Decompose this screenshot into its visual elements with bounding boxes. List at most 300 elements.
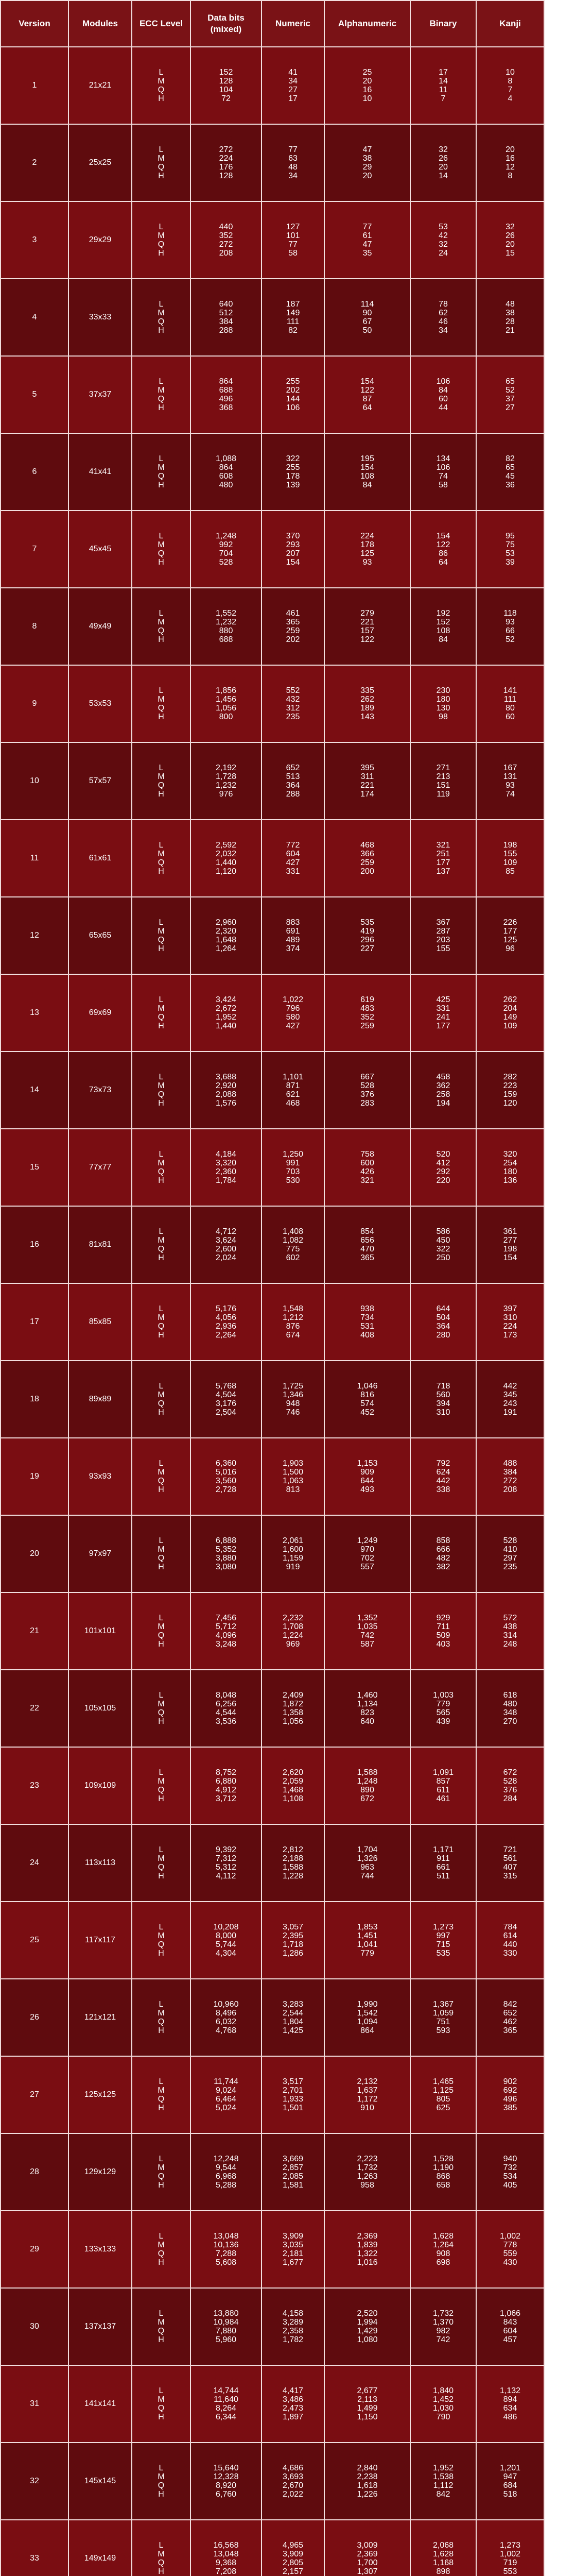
ecc-level-cell-value: H [158,2567,164,2576]
modules-cell: 29x29 [68,201,132,279]
binary-cell-value: 911 [437,1854,450,1863]
binary-cell-value: 230 [436,686,450,695]
modules-cell: 125x125 [68,2056,132,2133]
kanji-cell-value: 345 [503,1391,517,1399]
alphanumeric-cell [324,2211,410,2288]
ecc-level-cell-value: Q [158,2172,165,2181]
version-cell: 8 [1,588,68,665]
ecc-level-cell-value: L [159,2464,164,2472]
alphanumeric-cell-value: 864 [360,2026,374,2035]
data-bits-cell-value: 3,624 [215,1236,237,1245]
data-bits-cell [190,1670,262,1747]
alphanumeric-cell-value: 1,153 [357,1459,378,1468]
alphanumeric-cell [324,1129,410,1206]
binary-cell-value: 84 [439,635,448,644]
data-bits-cell-value: 1,856 [215,686,237,695]
ecc-level-cell-value: Q [158,1322,165,1331]
binary-cell [410,1283,476,1361]
alphanumeric-cell [324,2288,410,2365]
kanji-cell [476,2133,544,2211]
alphanumeric-cell-value: 47 [362,240,372,249]
alphanumeric-cell-value: 1,326 [357,1854,378,1863]
ecc-level-cell-value: Q [158,1167,165,1176]
kanji-cell-value: 8 [508,77,513,86]
alphanumeric-cell-value: 1,637 [357,2086,378,2095]
numeric-cell [262,588,324,665]
table-row [1,511,544,588]
ecc-level-cell-value: M [158,1391,165,1399]
alphanumeric-cell [324,820,410,897]
kanji-cell-value: 486 [503,2413,517,2421]
data-bits-cell-value: 3,424 [215,995,237,1004]
modules-cell: 41x41 [68,433,132,511]
alphanumeric-cell-value: 47 [362,145,372,154]
kanji-cell [476,1052,544,1129]
numeric-cell-value: 621 [286,1090,300,1099]
alphanumeric-cell-value: 1,016 [357,2258,378,2267]
ecc-level-cell-value: L [159,300,164,309]
ecc-level-cell-value: M [158,1622,165,1631]
kanji-cell [476,1902,544,1979]
numeric-cell-value: 235 [286,713,300,721]
numeric-cell-value: 552 [286,686,300,695]
table-row [1,1129,544,1206]
numeric-cell-value: 3,909 [282,2232,304,2241]
kanji-cell-value: 430 [503,2258,517,2267]
binary-cell-value: 1,171 [432,1845,454,1854]
binary-cell-value: 1,264 [432,2241,454,2249]
data-bits-cell [190,2520,262,2576]
numeric-cell [262,1979,324,2056]
numeric-cell-value: 796 [286,1004,300,1013]
kanji-cell-value: 74 [506,790,515,799]
data-bits-cell [190,665,262,742]
ecc-level-cell-value: H [158,2181,164,2190]
alphanumeric-cell-value: 1,588 [357,1768,378,1777]
version-cell: 29 [1,2211,68,2288]
kanji-cell [476,124,544,201]
table-row [1,1206,544,1283]
version-cell: 13 [1,974,68,1052]
numeric-cell-value: 1,358 [282,1708,304,1717]
kanji-cell-value: 442 [503,1382,517,1391]
numeric-cell-value: 364 [286,781,300,790]
ecc-level-cell-value: Q [158,1940,165,1949]
numeric-cell [262,742,324,820]
ecc-level-cell-value: Q [158,549,165,558]
binary-cell-value: 1,112 [433,2481,454,2490]
alphanumeric-cell-value: 376 [360,1090,374,1099]
binary-cell-value: 26 [439,154,448,163]
table-row [1,1670,544,1747]
kanji-cell-value: 243 [503,1399,517,1408]
ecc-level-cell-value: H [158,558,164,567]
binary-cell-value: 177 [436,858,450,867]
ecc-level-cell [132,897,190,974]
table-row [1,2133,544,2211]
alphanumeric-cell [324,588,410,665]
table-row [1,820,544,897]
binary-cell [410,201,476,279]
data-bits-cell-value: 8,000 [215,1931,237,1940]
binary-cell-value: 42 [439,231,448,240]
data-bits-cell [190,820,262,897]
header-modules: Modules [68,1,132,47]
numeric-cell-value: 2,701 [282,2086,304,2095]
data-bits-cell-value: 1,440 [215,858,237,867]
alphanumeric-cell-value: 93 [362,558,372,567]
numeric-cell-value: 813 [286,1485,300,1494]
binary-cell [410,2365,476,2443]
ecc-level-cell [132,588,190,665]
alphanumeric-cell-value: 125 [360,549,374,558]
binary-cell [410,1438,476,1515]
numeric-cell-value: 2,157 [282,2567,304,2576]
data-bits-cell-value: 13,048 [213,2550,239,2558]
numeric-cell-value: 1,082 [282,1236,304,1245]
ecc-level-cell-value: M [158,1004,165,1013]
version-cell: 12 [1,897,68,974]
ecc-level-cell [132,2443,190,2520]
binary-cell-value: 412 [436,1159,450,1167]
ecc-level-cell-value: M [158,2395,165,2404]
ecc-level-cell-value: Q [158,86,165,94]
binary-cell-value: 119 [437,790,450,799]
ecc-level-cell-value: Q [158,2404,165,2413]
alphanumeric-cell-value: 2,113 [357,2395,377,2404]
ecc-level-cell-value: H [158,172,164,180]
alphanumeric-cell-value: 227 [360,944,374,953]
numeric-cell-value: 2,188 [282,1854,304,1863]
numeric-cell-value: 2,061 [282,1536,304,1545]
ecc-level-cell-value: Q [158,2249,165,2258]
kanji-cell-value: 528 [503,1536,517,1545]
kanji-cell-value: 384 [503,1468,517,1477]
binary-cell [410,2056,476,2133]
alphanumeric-cell-value: 2,677 [357,2386,378,2395]
alphanumeric-cell [324,1206,410,1283]
binary-cell-value: 362 [436,1081,450,1090]
table-row [1,279,544,356]
data-bits-cell-value: 1,088 [215,454,237,463]
alphanumeric-cell-value: 154 [360,377,374,386]
binary-cell-value: 1,538 [432,2472,454,2481]
alphanumeric-cell-value: 1,035 [357,1622,378,1631]
alphanumeric-cell-value: 970 [360,1545,374,1554]
kanji-cell-value: 120 [503,1099,517,1108]
data-bits-cell-value: 12,248 [213,2155,239,2163]
numeric-cell-value: 674 [286,1331,300,1340]
ecc-level-cell-value: H [158,1408,164,1417]
numeric-cell-value: 322 [286,454,300,463]
binary-cell-value: 130 [436,704,450,713]
binary-cell-value: 535 [436,1949,450,1958]
data-bits-cell-value: 5,024 [215,2104,237,2112]
binary-cell [410,124,476,201]
numeric-cell [262,1283,324,1361]
modules-cell: 57x57 [68,742,132,820]
kanji-cell-value: 284 [503,1794,517,1803]
ecc-level-cell-value: L [159,918,164,927]
alphanumeric-cell-value: 122 [360,635,374,644]
kanji-cell-value: 65 [506,463,515,472]
numeric-cell-value: 3,035 [282,2241,304,2249]
data-bits-cell-value: 9,024 [215,2086,237,2095]
binary-cell-value: 134 [436,454,450,463]
binary-cell-value: 565 [436,1708,450,1717]
alphanumeric-cell-value: 2,238 [357,2472,378,2481]
alphanumeric-cell-value: 2,369 [357,2232,378,2241]
alphanumeric-cell [324,47,410,124]
binary-cell-value: 62 [439,309,448,317]
alphanumeric-cell-value: 122 [360,386,374,395]
numeric-cell-value: 746 [286,1408,300,1417]
alphanumeric-cell-value: 195 [360,454,374,463]
ecc-level-cell-value: M [158,1854,165,1863]
data-bits-cell-value: 5,712 [215,1622,237,1631]
ecc-level-cell-value: M [158,2318,165,2327]
numeric-cell-value: 1,588 [282,1863,304,1872]
numeric-cell-value: 374 [286,944,300,953]
kanji-cell-value: 262 [503,995,517,1004]
binary-cell [410,279,476,356]
alphanumeric-cell-value: 963 [360,1863,374,1872]
alphanumeric-cell-value: 259 [360,858,374,867]
numeric-cell-value: 432 [286,695,300,704]
ecc-level-cell [132,2520,190,2576]
kanji-cell-value: 692 [503,2086,517,2095]
binary-cell [410,1129,476,1206]
data-bits-cell-value: 2,728 [215,1485,237,1494]
data-bits-cell [190,1515,262,1592]
numeric-cell-value: 883 [286,918,300,927]
alphanumeric-cell-value: 321 [360,1176,374,1185]
alphanumeric-cell-value: 1,307 [357,2567,378,2576]
numeric-cell-value: 3,669 [282,2155,304,2163]
data-bits-cell [190,1747,262,1824]
numeric-cell-value: 580 [286,1013,300,1022]
ecc-level-cell-value: M [158,1313,165,1322]
alphanumeric-cell-value: 1,704 [357,1845,378,1854]
binary-cell-value: 394 [436,1399,450,1408]
ecc-level-cell-value: M [158,231,165,240]
kanji-cell [476,2520,544,2576]
data-bits-cell-value: 2,192 [215,764,237,772]
kanji-cell-value: 109 [503,1022,517,1030]
table-row [1,588,544,665]
data-bits-cell-value: 3,712 [215,1794,237,1803]
numeric-cell-value: 3,057 [282,1923,304,1931]
kanji-cell-value: 778 [503,2241,517,2249]
binary-cell-value: 258 [436,1090,450,1099]
numeric-cell-value: 144 [286,395,300,403]
table-row [1,742,544,820]
alphanumeric-cell-value: 296 [360,936,374,944]
numeric-cell-value: 2,857 [282,2163,304,2172]
data-bits-cell-value: 4,112 [216,1872,236,1880]
binary-cell-value: 322 [436,1245,450,1253]
data-bits-cell-value: 6,888 [215,1536,237,1545]
alphanumeric-cell-value: 10 [362,94,372,103]
alphanumeric-cell-value: 1,322 [357,2249,378,2258]
binary-cell-value: 1,059 [432,2009,454,2018]
alphanumeric-cell [324,1670,410,1747]
data-bits-cell-value: 11,744 [214,2077,238,2086]
binary-cell [410,1592,476,1670]
kanji-cell-value: 672 [503,1768,517,1777]
modules-cell: 109x109 [68,1747,132,1824]
binary-cell-value: 1,003 [432,1691,454,1700]
binary-cell-value: 331 [436,1004,450,1013]
numeric-cell-value: 259 [286,626,300,635]
data-bits-cell-value: 4,056 [215,1313,237,1322]
table-row [1,2211,544,2288]
numeric-cell-value: 2,181 [282,2249,304,2258]
binary-cell-value: 192 [436,609,450,618]
kanji-cell [476,1979,544,2056]
alphanumeric-cell [324,665,410,742]
kanji-cell-value: 66 [506,626,515,635]
kanji-cell [476,742,544,820]
binary-cell-value: 586 [436,1227,450,1236]
kanji-cell-value: 159 [503,1090,517,1099]
data-bits-cell-value: 864 [219,377,233,386]
data-bits-cell-value: 15,640 [213,2464,239,2472]
kanji-cell-value: 314 [503,1631,517,1640]
modules-cell: 133x133 [68,2211,132,2288]
ecc-level-cell-value: M [158,1700,165,1708]
alphanumeric-cell-value: 1,994 [357,2318,378,2327]
alphanumeric-cell-value: 1,080 [357,2335,378,2344]
ecc-level-cell-value: H [158,635,164,644]
ecc-level-cell-value: M [158,1777,165,1786]
numeric-cell-value: 1,056 [282,1717,304,1726]
alphanumeric-cell-value: 366 [360,850,374,858]
data-bits-cell [190,1052,262,1129]
ecc-level-cell [132,124,190,201]
data-bits-cell-value: 3,176 [215,1399,237,1408]
data-bits-cell [190,2133,262,2211]
ecc-level-cell-value: L [159,1536,164,1545]
data-bits-cell [190,2443,262,2520]
data-bits-cell [190,588,262,665]
data-bits-cell [190,742,262,820]
numeric-cell-value: 202 [286,635,300,644]
table-row [1,1361,544,1438]
numeric-cell-value: 1,101 [282,1073,304,1081]
alphanumeric-cell-value: 2,520 [357,2309,378,2318]
alphanumeric-cell-value: 20 [362,172,372,180]
data-bits-cell-value: 7,312 [215,1854,237,1863]
numeric-cell-value: 513 [286,772,300,781]
numeric-cell-value: 1,600 [282,1545,304,1554]
alphanumeric-cell-value: 108 [360,472,374,481]
ecc-level-cell-value: L [159,377,164,386]
kanji-cell-value: 177 [503,927,517,936]
kanji-cell-value: 385 [503,2104,517,2112]
alphanumeric-cell [324,2133,410,2211]
kanji-cell-value: 270 [503,1717,517,1726]
kanji-cell [476,974,544,1052]
ecc-level-cell-value: Q [158,2018,165,2026]
binary-cell-value: 751 [436,2018,450,2026]
ecc-level-cell-value: H [158,1640,164,1649]
binary-cell [410,47,476,124]
kanji-cell [476,47,544,124]
ecc-level-cell [132,1592,190,1670]
numeric-cell [262,2288,324,2365]
kanji-cell-value: 902 [503,2077,517,2086]
numeric-cell-value: 17 [288,94,298,103]
binary-cell-value: 108 [436,626,450,635]
alphanumeric-cell [324,1979,410,2056]
binary-cell [410,1902,476,1979]
numeric-cell-value: 1,501 [282,2104,304,2112]
binary-cell-value: 509 [436,1631,450,1640]
ecc-level-cell-value: M [158,850,165,858]
binary-cell-value: 250 [436,1253,450,1262]
ecc-level-cell-value: M [158,309,165,317]
numeric-cell-value: 1,782 [282,2335,304,2344]
binary-cell [410,820,476,897]
alphanumeric-cell-value: 734 [360,1313,374,1322]
data-bits-cell-value: 976 [219,790,233,799]
numeric-cell-value: 468 [286,1099,300,1108]
data-bits-cell-value: 3,688 [215,1073,237,1081]
data-bits-cell-value: 2,264 [215,1331,237,1340]
kanji-cell-value: 7 [508,86,513,94]
alphanumeric-cell-value: 1,226 [357,2490,378,2499]
alphanumeric-cell-value: 470 [360,1245,374,1253]
kanji-cell-value: 496 [503,2095,517,2104]
alphanumeric-cell-value: 1,248 [357,1777,378,1786]
ecc-level-cell [132,1206,190,1283]
ecc-level-cell [132,2056,190,2133]
alphanumeric-cell-value: 84 [362,481,372,489]
data-bits-cell-value: 1,232 [215,781,237,790]
binary-cell-value: 504 [436,1313,450,1322]
alphanumeric-cell-value: 468 [360,841,374,850]
alphanumeric-cell-value: 667 [360,1073,374,1081]
alphanumeric-cell [324,279,410,356]
binary-cell-value: 742 [436,2335,450,2344]
numeric-cell [262,1824,324,1902]
kanji-cell [476,2443,544,2520]
alphanumeric-cell-value: 910 [360,2104,374,2112]
kanji-cell-value: 149 [503,1013,517,1022]
ecc-level-cell-value: L [159,145,164,154]
ecc-level-cell [132,1129,190,1206]
ecc-level-cell-value: H [158,1717,164,1726]
binary-cell-value: 220 [436,1176,450,1185]
header-kanji: Kanji [476,1,544,47]
kanji-cell-value: 407 [503,1863,517,1872]
ecc-level-cell-value: Q [158,1013,165,1022]
binary-cell-value: 790 [436,2413,450,2421]
numeric-cell-value: 604 [286,850,300,858]
ecc-level-cell-value: Q [158,1245,165,1253]
binary-cell-value: 1,367 [432,2000,454,2009]
binary-cell-value: 280 [436,1331,450,1340]
data-bits-cell-value: 5,176 [215,1304,237,1313]
data-bits-cell-value: 2,936 [215,1322,237,1331]
numeric-cell-value: 3,909 [282,2550,304,2558]
ecc-level-cell-value: M [158,2241,165,2249]
data-bits-cell-value: 528 [219,558,233,567]
kanji-cell-value: 154 [503,1253,517,1262]
binary-cell-value: 194 [436,1099,450,1108]
binary-cell [410,2288,476,2365]
